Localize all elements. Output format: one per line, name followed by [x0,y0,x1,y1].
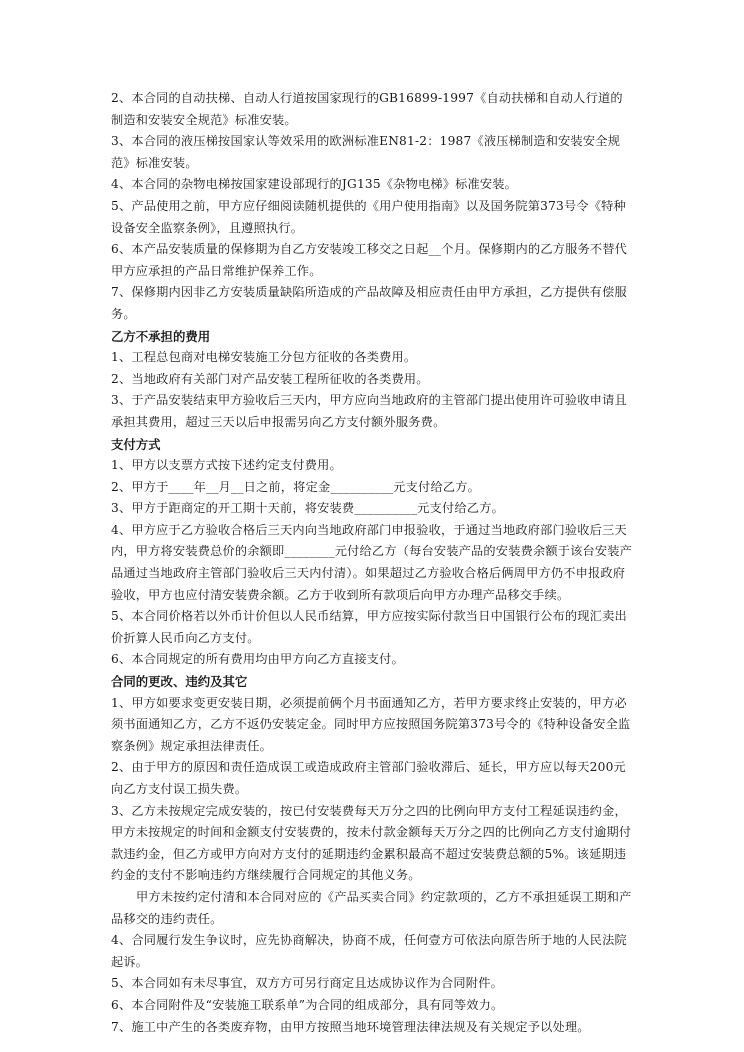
payment-clause-4: 4、甲方应于乙方验收合格后三天内向当地政府部门申报验收，于通过当地政府部门验收后三天内，甲方将安装费总价的余额即________元付给乙方（每台安装产品的安装费余额于该台安装产品通过当地政府主管部门验收后三天内付清）。如果超过乙方验收合格后俩周甲方仍不申报政府验收，甲方也应付清安装费余额。乙方于收到所有款项后向甲方办理产品移交手续。 [111,522,633,602]
section-heading-changes: 合同的更改、违约及其它 [111,674,248,690]
cost-clause-2: 2、当地政府有关部门对产品安装工程所征收的各类费用。 [111,371,429,386]
payment-clause-1: 1、甲方以支票方式按下述约定支付费用。 [111,458,342,473]
payment-clause-5: 5、本合同价格若以外币计价但以人民币结算，甲方应按实际付款当日中国银行公布的现汇卖出价折算人民币向乙方支付。 [111,609,627,645]
change-clause-7: 7、施工中产生的各类废弃物，由甲方按照当地环境管理法律法规及有关规定予以处理。 [111,1019,590,1034]
change-clause-4: 4、合同履行发生争议时，应先协商解决，协商不成，任何壹方可依法向原告所于地的人民法院起诉。 [111,933,627,969]
clause-intro-5: 5、产品使用之前，甲方应仔细阅读随机提供的《用户使用指南》以及国务院第373号令《特种设备安全监察条例》，且遵照执行。 [111,198,626,235]
change-clause-6: 6、本合同附件及“安装施工联系单”为合同的组成部分，具有同等效力。 [111,997,504,1012]
clause-intro-3: 3、本合同的液压梯按国家认等效采用的欧洲标准EN81-2：1987《液压梯制造和安装安全规范》标准安装。 [111,134,621,170]
cost-clause-1: 1、工程总包商对电梯安装施工分包方征收的各类费用。 [111,350,417,365]
clause-intro-2: 2、本合同的自动扶梯、自动人行道按国家现行的GB16899-1997《自动扶梯和自动人行道的制造和安装安全规范》标准安装。 [111,91,623,127]
clause-intro-6: 6、本产品安装质量的保修期为自乙方安装竣工移交之日起__个月。保修期内的乙方服务不替代甲方应承担的产品日常维护保养工作。 [111,242,628,278]
clause-intro-4: 4、本合同的杂物电梯按国家建设部现行的JG135《杂物电梯》标准安装。 [111,177,518,192]
contract-page [111,88,635,1038]
section-heading-costs: 乙方不承担的费用 [111,328,211,344]
cost-clause-3: 3、于产品安装结束甲方验收后三天内，甲方应向当地政府的主管部门提出使用许可验收申请且承担其费用，超过三天以后申报需另向乙方支付额外服务费。 [111,393,627,429]
payment-clause-3: 3、甲方于距商定的开工期十天前，将安装费__________元支付给乙方。 [111,501,504,516]
change-clause-1: 1、甲方如要求变更安装日期，必须提前俩个月书面通知乙方，若甲方要求终止安装的，甲方必须书面通知乙方，乙方不返仍安装定金。同时甲方应按照国务院第373号令的《特种设备安全监察条例》规定承担法律责任。 [111,695,631,753]
clause-intro-7: 7、保修期内因非乙方安装质量缺陷所造成的产品故障及相应责任由甲方承担，乙方提供有偿服务。 [111,285,627,321]
payment-clause-2: 2、甲方于____年__月__日之前，将定金__________元支付给乙方。 [111,479,480,494]
change-indented-paragraph: 甲方未按约定付清和本合同对应的《产品买卖合同》约定款项的，乙方不承担延误工期和产品移交的违约责任。 [111,889,632,926]
change-clause-5: 5、本合同如有未尽事宜，双方方可另行商定且达成协议作为合同附件。 [111,976,503,991]
change-clause-2: 2、由于甲方的原因和责任造成误工或造成政府主管部门验收滞后、延长，甲方应以每天200元向乙方支付误工损失费。 [111,760,626,796]
section-heading-payment: 支付方式 [111,436,161,452]
payment-clause-6: 6、本合同规定的所有费用均由甲方向乙方直接支付。 [111,652,404,667]
change-clause-3: 3、乙方未按规定完成安装的，按已付安装费每天万分之四的比例向甲方支付工程延误违约金，甲方未按规定的时间和金额支付安装费的，按未付款金额每天万分之四的比例向乙方支付逾期付款违约金，但乙方或甲方向对方支付的延期违约金累积最高不超过安装费总额的5%。该延期违约金的支付不影响违约方继续履行合同规定的其他义务。 [111,803,632,883]
